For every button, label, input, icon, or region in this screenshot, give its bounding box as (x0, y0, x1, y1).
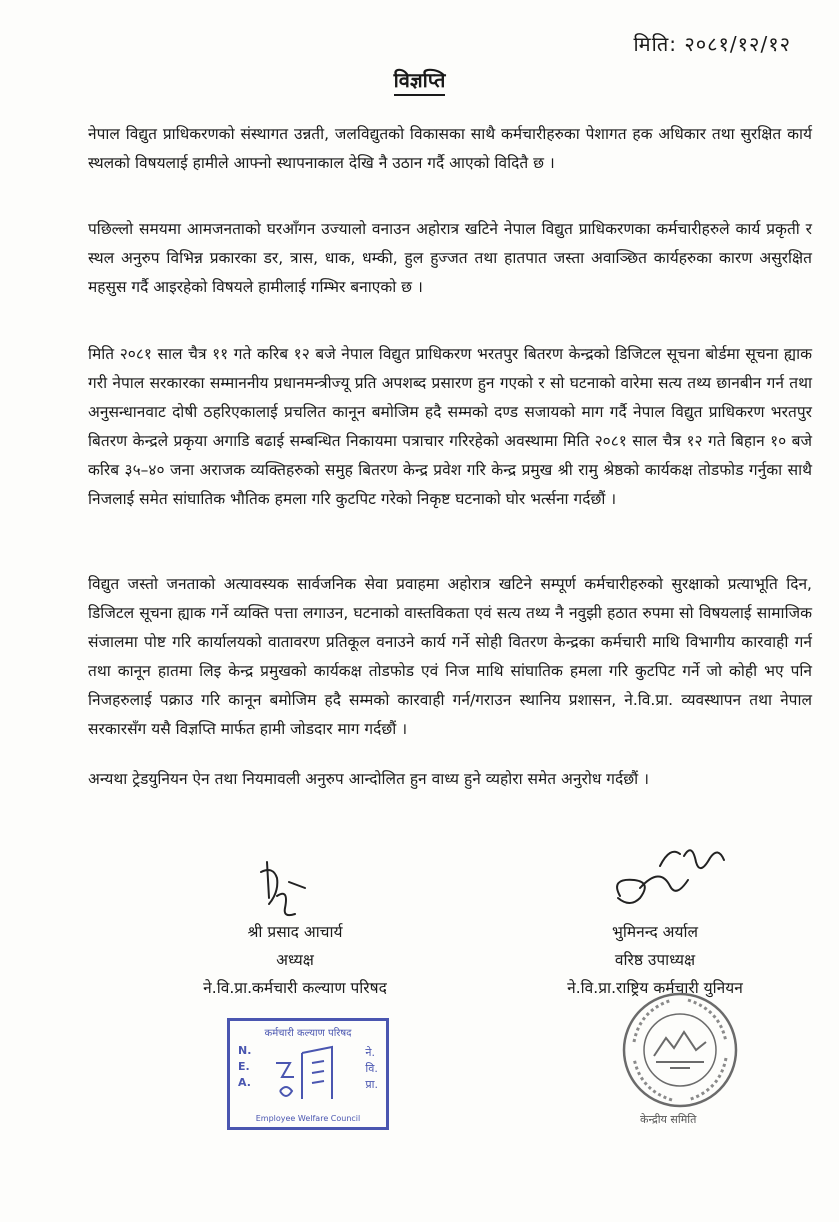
signatory-left-org: ने.वि.प्रा.कर्मचारी कल्याण परिषद (203, 979, 387, 997)
stamp-left-bottom-label: Employee Welfare Council (255, 1114, 361, 1123)
stamp-left-side-text-right: ने. वि. प्रा. (365, 1046, 378, 1091)
paragraph-5: अन्यथा ट्रेडयुनियन ऐन तथा नियमावली अनुरुप आन्दोलित हुन वाध्य हुने व्यहोरा समेत अनुरोध गर्दछौं । (88, 770, 649, 788)
signatory-right-org: ने.वि.प्रा.राष्ट्रिय कर्मचारी युनियन (567, 979, 743, 997)
signatory-right-role: वरिष्ठ उपाध्यक्ष (614, 951, 696, 969)
stamp-emblem-icon (272, 1043, 348, 1105)
signatory-left-name: श्री प्रसाद आचार्य (247, 923, 343, 941)
paragraph-4: विद्युत जस्तो जनताको अत्यावस्यक सार्वजनिक सेवा प्रवाहमा अहोरात्र खटिने सम्पूर्ण कर्मचारीहरुको सुरक्षाको प्रत्याभूति दिन, डिजिटल सूचना ह्याक गर्ने व्यक्ति पत्ता लगाउन, घटनाको वास्तविकता एवं सत्य तथ्य नै नवुझी हठात रुपमा सो विषयलाई सामाजिक संजालमा पोष्ट गरि कार्यालयको वातावरण प्रतिकूल वनाउने कार्य गर्ने सोही वितरण केन्द्रका कर्मचारी माथि विभागीय कारवाही गर्न तथा कानून हातमा लिइ केन्द्र प्रमुखको कार्यकक्ष तोडफोड एवं निज माथि सांघातिक हमला गरि कुटपिट गर्ने जो कोही भए पनि निजहरुलाई पक्राउ गरि कानून बमोजिम हदै सम्मको कारवाही गर्न/गराउन स्थानिय प्रशासन, ने.वि.प्रा. व्यवस्थापन तथा नेपाल सरकारसँग यसै विज्ञप्ति मार्फत हामी जोडदार माग गर्दछौं । (88, 575, 812, 738)
paragraph-3: मिति २०८१ साल चैत्र ११ गते करिब १२ बजे नेपाल विद्युत प्राधिकरण भरतपुर बितरण केन्द्रको डिजिटल सूचना बोर्डमा सूचना ह्याक गरी नेपाल सरकारका सम्माननीय प्रधानमन्त्रीज्यू प्रति अपशब्द प्रसारण हुन गएको र सो घटनाको वारेमा सत्य तथ्य छानबीन गर्न तथा अनुसन्धानवाट दोषी ठहरिएकालाई प्रचलित कानून बमोजिम हदै सम्मको दण्ड सजायको माग गर्दै नेपाल विद्युत प्राधिकरण भरतपुर बितरण केन्द्रले प्रकृया अगाडि बढाई सम्बन्धित निकायमा पत्राचार गरिरहेको अवस्थामा मिति २०८१ साल चैत्र १२ गते बिहान १० बजे करिब ३५–४० जना अराजक व्यक्तिहरुको समुह बितरण केन्द्र प्रवेश गरि केन्द्र प्रमुख श्री रामु श्रेष्ठको कार्यकक्ष तोडफोड गर्नुका साथै निजलाई समेत सांघातिक भौतिक हमला गरि कुटपिट गरेको निकृष्ट घटनाको घोर भर्त्सना गर्दछौं । (88, 345, 812, 508)
stamp-union-seal-icon (620, 990, 740, 1110)
document-title (0, 66, 839, 93)
stamp-left-top-label: कर्मचारी कल्याण परिषद (264, 1028, 352, 1039)
date-line: मिति: २०८१/१२/१२ (633, 32, 791, 56)
paragraph-2: पछिल्लो समयमा आमजनताको घरआँगन उज्यालो वनाउन अहोरात्र खटिने नेपाल विद्युत प्राधिकरणका कर्मचारीहरुले कार्य प्रकृती र स्थल अनुरुप विभिन्न प्रकारका डर, त्रास, धाक, धम्की, हुल हुज्जत तथा हातपात जस्ता अवाञ्छित कार्यहरुका कारण असुरक्षित महसुस गर्दै आइरहेको विषयले हामीलाई गम्भिर बनाएको छ । (88, 220, 812, 296)
signature-left-icon (255, 858, 315, 922)
title-text: विज्ञप्ति (394, 68, 446, 96)
stamp-left-side-text: N. E. A. (238, 1044, 252, 1089)
signature-right-icon (600, 836, 730, 916)
stamp-welfare-council (227, 1018, 389, 1130)
paragraph-1: नेपाल विद्युत प्राधिकरणको संस्थागत उन्नती, जलविद्युतको विकासका साथै कर्मचारीहरुका पेशागत हक अधिकार तथा सुरक्षित कार्य स्थलको विषयलाई हामीले आफ्नो स्थापनाकाल देखि नै उठान गर्दै आएको विदितै छ । (88, 125, 812, 172)
signatory-right-name: भुमिनन्द अर्याल (611, 923, 699, 941)
stamp-right-caption: केन्द्रीय समिति (640, 1113, 697, 1126)
signatory-left-role: अध्यक्ष (276, 951, 314, 969)
signature-block-left (160, 918, 430, 1002)
